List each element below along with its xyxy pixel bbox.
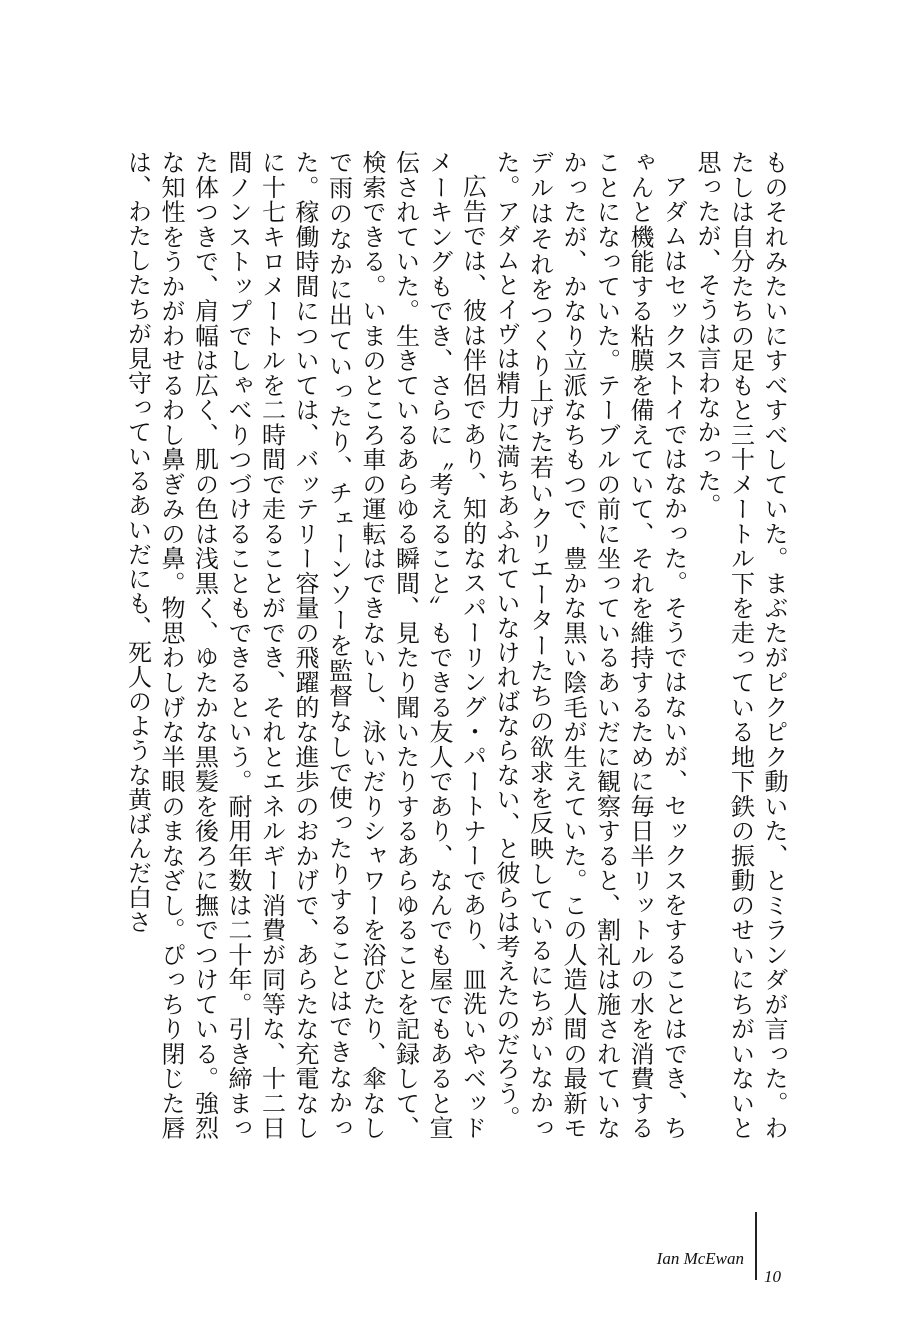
paragraph-3: 広告では、彼は伴侶であり、知的なスパーリング・パートナーであり、皿洗いやベッドメーキングもでき、さらに〝考えること〟もできる友人であり、なんでも屋でもあると宣伝されていた。生きているあらゆる瞬間、見たり聞いたりするあらゆることを記録して、検索できる。いまのところ車の運転はできないし、泳いだりシャワーを浴びたり、傘なしで雨のなかに出ていったり、チェーンソーを監督なしで使ったりすることはできなかった。稼働時間については、バッテリー容量の飛躍的な進歩のおかげで、あらたな充電なしに十七キロメートルを二時間で走ることができ、それとエネルギー消費が同等な、十二日間ノンストップでしゃべりつづけることもできるという。耐用年数は二十年。引き締まった体つきで、肩幅は広く、肌の色は浅黒く、ゆたかな黒髪を後ろに撫でつけている。強烈な知性をうかがわせるわし鼻ぎみの鼻。物思わしげな半眼のまなざし。ぴっちり閉じた唇は、わたしたちが見守っているあいだにも、死人のような黄ばんだ白さ	[123, 150, 487, 1140]
paragraph-2: アダムはセックストイではなかった。そうではないが、セックスをすることはでき、ちゃんと機能する粘膜を備えていて、それを維持するために毎日半リットルの水を消費することになっていた。テーブルの前に坐っているあいだに観察すると、割礼は施されていなかったが、かなり立派なちもつで、豊かな黒い陰毛が生えていた。この人造人間の最新モデルはそれをつくり上げた若いクリエーターたちの欲求を反映しているにちがいなかった。アダムとイヴは精力に満ちあふれていなければならない、と彼らは考えたのだろう。	[492, 150, 688, 1140]
paragraph-1: ものそれみたいにすべすべしていた。まぶたがピクピク動いた、とミランダが言った。わたしは自分たちの足もと三十メートル下を走っている地下鉄の振動のせいにちがいないと思ったが、そうは言わなかった。	[693, 150, 788, 1140]
page-number: 10	[764, 1267, 781, 1286]
footer-divider	[755, 1212, 757, 1280]
running-footer-author: Ian McEwan	[656, 1249, 744, 1268]
vertical-text-body	[100, 150, 790, 1140]
